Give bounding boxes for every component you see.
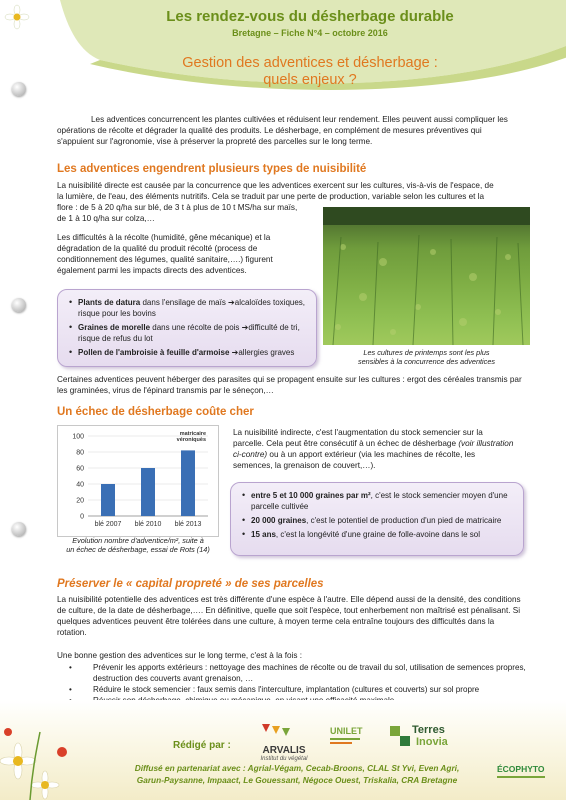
chart-bar	[141, 468, 155, 516]
flower-logo-icon	[4, 4, 30, 30]
y-tick-label: 80	[76, 449, 84, 457]
text-span: ou à un apport extérieur (via les machines de récolte, les semences, la grenaison de couvert,…).	[233, 450, 476, 470]
arvalis-logo-text: ARVALIS	[262, 745, 306, 756]
unilet-rule	[330, 742, 352, 744]
example-item: • Graines de morelle dans une récolte de pois ➔difficulté de tri, risque de refus du lot	[78, 322, 316, 344]
x-tick-label: blé 2013	[174, 521, 202, 528]
arvalis-mark-icon	[252, 722, 316, 742]
y-tick-label: 40	[76, 481, 84, 489]
terres-square-icon	[400, 736, 410, 746]
y-tick-label: 60	[76, 465, 84, 473]
caption-line: Les cultures de printemps sont les plus	[363, 348, 490, 357]
text-line: la lumière, de l'eau, des éléments nutritifs. Cela se traduit par une perte de production, variable selon les cultures et la	[57, 192, 485, 201]
ecophyto-logo	[497, 764, 553, 786]
text-line: flore : de 5 à 20 q/ha sur blé, de 3 t à plus de 10 t MS/ha sur maïs,	[57, 203, 298, 212]
figure-item: • 15 ans, c'est la longévité d'une graine de folle-avoine dans le sol	[251, 529, 523, 540]
capital-paragraph: La nuisibilité potentielle des adventices est très différente d'une espèce à l'autre. Elle dépend aussi de la densité, des conditions de culture, de la date de désherbage,…. En définitive, quelle que soit l'espèce, tout enherbement non maîtrisé est pénalisant. Si quelques adventices peuvent être tolérées dans une culture, à moyen terme cela entraîne toujours des difficultés dans la rotation.	[57, 595, 521, 637]
terres-inovia-logo	[390, 724, 460, 758]
series-subtitle: Bretagne – Fiche N°4 – octobre 2016	[232, 28, 388, 38]
parasites-paragraph: Certaines adventices peuvent héberger des parasites qui se propagent ensuite sur les cultures : ergot des céréales transmis par les graminées, virus de l'épinard transmis par le séneçon,…	[57, 375, 522, 395]
ecophyto-logo-text: ÉCOPHYTO	[497, 764, 545, 774]
text-italic: (voir illustration ci-contre)	[233, 439, 514, 459]
figures-box	[230, 482, 524, 556]
partners-text	[102, 762, 492, 786]
x-tick-label: blé 2010	[134, 521, 162, 528]
unilet-rule	[330, 738, 360, 740]
partners-line: Diffusé en partenariat avec : Agrial-Végam, Cecab-Broons, CLAL St Yvi, Even Agri,	[134, 763, 460, 773]
arvalis-tagline: Institut du végétal	[260, 756, 308, 762]
example-item: • Pollen de l'ambroisie à feuille d'armoise ➔allergies graves	[78, 347, 316, 358]
page-title	[120, 55, 500, 89]
text-line: de 1 à 10 q/ha sur colza,…	[57, 214, 155, 223]
binder-hole-icon	[12, 522, 26, 536]
y-tick-label: 0	[80, 513, 84, 521]
caption-line: un échec de désherbage, essai de Rots (14)	[66, 545, 210, 554]
chart-annotation: matricaire	[179, 431, 206, 437]
flowers-decoration-icon	[0, 712, 80, 800]
list-item: • Réduire le stock semencier : faux semis dans l'interculture, implantation (cultures et couverts) sur sol propre	[57, 684, 527, 695]
text-line: La nuisibilité directe est causée par la concurrence que les adventices exercent sur les cultures, vis-à-vis de l'espace, de	[57, 181, 494, 190]
gestion-intro: Une bonne gestion des adventices sur le long terme, c'est à la fois :	[57, 651, 303, 660]
list-item: • Prévenir les apports extérieurs : nettoyage des machines de récolte ou de travail du sol, utilisation de semences propres, destruction des couverts avant grenaison, …	[57, 662, 527, 684]
figure-item: • 20 000 graines, c'est le potentiel de production d'un pied de matricaire	[251, 515, 523, 526]
intro-paragraph: Les adventices concurrencent les plantes cultivées et réduisent leur rendement. Elles peuvent aussi compliquer les opérations de récolte et dégrader la qualité des produits. Le désherbage, en complément de mesures préventives qui s'appuient sur l'agronomie, vise à préserver la propreté des parcelles sur le long terme.	[57, 115, 508, 146]
ecophyto-rule	[497, 776, 545, 778]
terres-logo-text: Terres	[412, 724, 445, 736]
recolte-paragraph: Les difficultés à la récolte (humidité, gêne mécanique) et la dégradation de la qualité du produit récolté (process de conditionnement des légumes, qualité sanitaire,….) figurent également parmi les impacts directs des adventices.	[57, 233, 273, 275]
chart-bar	[181, 450, 195, 516]
series-title: Les rendez-vous du désherbage durable	[166, 8, 454, 25]
section-heading-nuisibilite: Les adventices engendrent plusieurs types de nuisibilité	[57, 163, 367, 175]
text-span: La nuisibilité indirecte, c'est l'augmentation du stock semencier sur la parcelle. Cela peut être consécutif à un échec de désherbage	[233, 428, 483, 448]
binder-hole-icon	[12, 82, 26, 96]
field-photo-image	[323, 207, 530, 345]
page-title-line1: Gestion des adventices et désherbage :	[182, 55, 438, 71]
arvalis-logo	[252, 722, 316, 762]
photo-caption	[323, 348, 530, 366]
examples-box	[57, 289, 317, 367]
inovia-logo-text: Inovia	[416, 736, 448, 748]
chart-bar	[101, 484, 115, 516]
terres-square-icon	[390, 726, 400, 736]
example-item: • Plants de datura dans l'ensilage de maïs ➔alcaloïdes toxiques, risque pour les bovins	[78, 297, 316, 319]
bar-chart	[58, 426, 218, 536]
unilet-logo	[330, 726, 374, 758]
indirecte-paragraph	[233, 427, 515, 471]
x-tick-label: blé 2007	[94, 521, 122, 528]
chart-frame	[57, 425, 219, 537]
redige-par-label: Rédigé par :	[173, 740, 231, 751]
caption-line: Evolution nombre d'adventice/m², suite à	[72, 536, 204, 545]
partners-line: Garun-Paysanne, Impaact, Le Gouessant, Négoce Ouest, Triskalia, CRA Bretagne	[136, 775, 458, 785]
chart-annotation: véroniquès	[176, 437, 206, 443]
section-heading-capital: Préserver le « capital propreté » de ses parcelles	[57, 578, 324, 590]
page-title-line2: quels enjeux ?	[263, 72, 357, 88]
unilet-logo-text: UNILET	[330, 726, 363, 736]
binder-hole-icon	[12, 298, 26, 312]
chart-caption	[57, 536, 219, 554]
y-tick-label: 20	[76, 497, 84, 505]
caption-line: sensibles à la concurrence des adventices	[357, 357, 496, 366]
field-photo	[323, 207, 530, 345]
figure-item: • entre 5 et 10 000 graines par m², c'est le stock semencier moyen d'une parcelle cultivée	[251, 490, 523, 512]
section-heading-echec: Un échec de désherbage coûte cher	[57, 406, 254, 418]
y-tick-label: 100	[72, 433, 84, 441]
